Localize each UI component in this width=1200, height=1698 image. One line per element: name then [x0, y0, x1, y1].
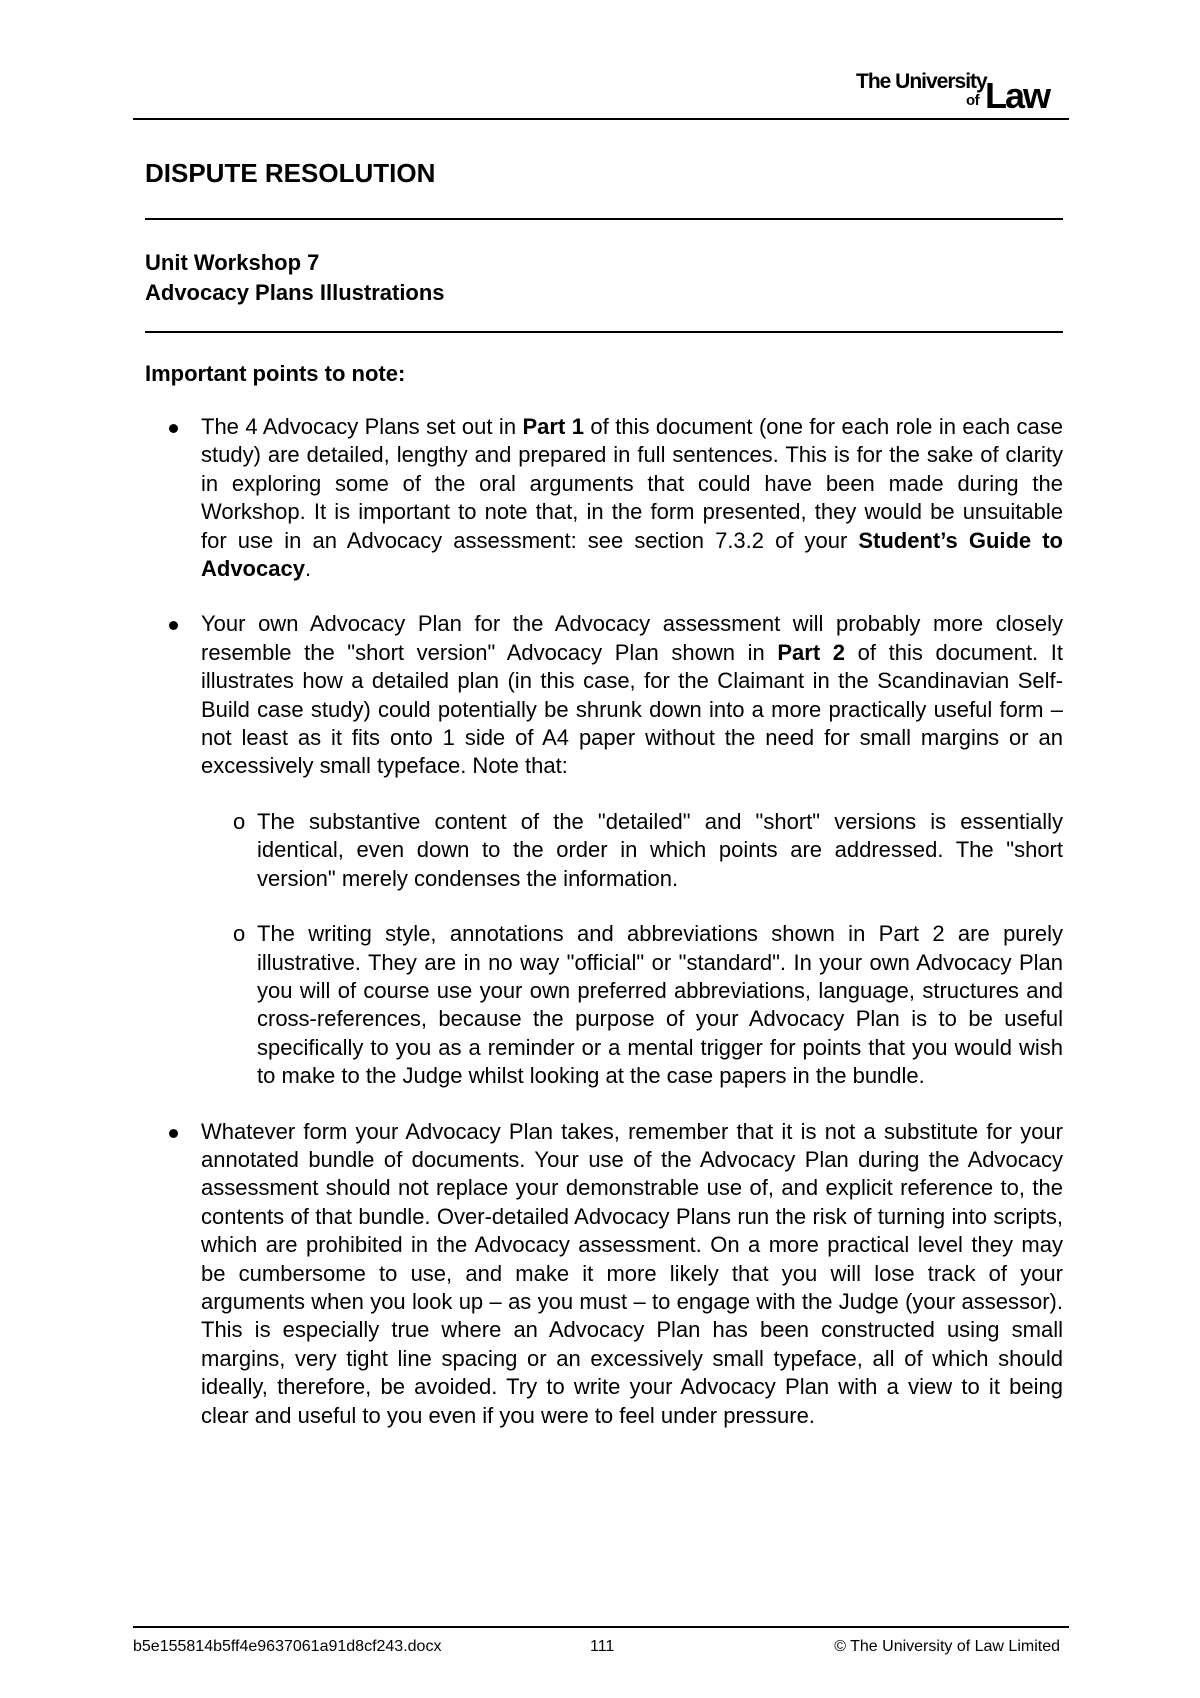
- logo-line-3: Law: [985, 75, 1050, 116]
- points-heading: Important points to note:: [145, 361, 406, 386]
- list-item: [145, 1118, 1063, 1430]
- bullet-text: of this document. It illustrates how a detailed plan (in this case, for the Claimant in the Scandinavian Self-Build case study) could potentially be shrunk down into a more practically useful form – not least as it fits onto 1 side of A4 paper without the need for small margins or an excessively small typeface. Note that:: [201, 639, 1064, 779]
- document-title: DISPUTE RESOLUTION: [145, 158, 436, 188]
- bullet-text: The 4 Advocacy Plans set out in: [201, 414, 523, 439]
- sub-bullet-marker: o: [233, 808, 246, 834]
- bullet-icon: [169, 424, 178, 433]
- bullet-text: Your own Advocacy Plan for the Advocacy assessment will probably more closely resemble the "short version" Advocacy Plan shown in: [201, 611, 1063, 665]
- footer-filename: b5e155814b5ff4e9637061a91d8cf243.docx: [133, 1638, 442, 1655]
- unit-heading: [145, 248, 445, 308]
- logo-line-2: of: [966, 92, 980, 109]
- footer-divider: [133, 1626, 1069, 1628]
- bullet-bold: Part 1: [522, 414, 584, 439]
- university-of-law-logo: [856, 68, 1061, 116]
- sub-bullet-marker: o: [233, 921, 246, 947]
- bullet-text: of this document (one for each role in each case study) are detailed, lengthy and prepared in full sentences. This is for the sake of clarity in exploring some of the oral arguments that could have been made during the Workshop. It is important to note that, in the form presented, they would be unsuitable for use in an Advocacy assessment: see section 7.3.2 of your: [201, 414, 1064, 553]
- footer-page-number: 111: [590, 1638, 615, 1655]
- footer-copyright: © The University of Law Limited: [834, 1638, 1060, 1655]
- bullet-bold: Student’s Guide to Advocacy: [201, 527, 1063, 582]
- unit-label: Unit Workshop 7: [145, 250, 320, 275]
- unit-subtitle: Advocacy Plans Illustrations: [145, 280, 445, 305]
- sub-list-item: [145, 920, 1063, 1090]
- points-list: [145, 413, 1063, 1457]
- bullet-icon: [169, 1129, 178, 1138]
- unit-divider: [145, 331, 1063, 333]
- logo-line-1: The University: [856, 70, 987, 93]
- bullet-text: .: [304, 556, 312, 582]
- title-divider: [145, 218, 1063, 220]
- header-divider: [133, 118, 1069, 120]
- bullet-text: Whatever form your Advocacy Plan takes, remember that it is not a substitute for your annotated bundle of documents. Your use of the Advocacy Plan during the Advocacy assessment should not replace your demonstrable use of, and explicit reference to, the contents of that bundle. Over-detailed Advocacy Plans run the risk of turning into scripts, which are prohibited in the Advocacy assessment. On a more practical level they may be cumbersome to use, and make it more likely that you will lose track of your arguments when you look up – as you must – to engage with the Judge (your assessor). This is especially true where an Advocacy Plan has been constructed using small margins, very tight line spacing or an excessively small typeface, all of which should ideally, therefore, be avoided. Try to write your Advocacy Plan with a view to it being clear and useful to you even if you were to feel under pressure.: [201, 1118, 1063, 1428]
- bullet-bold: Part 2: [777, 639, 846, 665]
- sub-bullet-text: The substantive content of the "detailed" and "short" versions is essentially identical, even down to the order in which points are addressed. The "short version" merely condenses the information.: [257, 808, 1063, 891]
- sub-bullet-text: The writing style, annotations and abbreviations shown in Part 2 are purely illustrative. They are in no way "official" or "standard". In your own Advocacy Plan you will of course use your own preferred abbreviations, language, structures and cross-references, because the purpose of your Advocacy Plan is to be useful specifically to you as a reminder or a mental trigger for points that you would wish to make to the Judge whilst looking at the case papers in the bundle.: [257, 921, 1063, 1089]
- bullet-icon: [169, 621, 178, 630]
- list-item: [145, 413, 1063, 583]
- list-item: [145, 610, 1063, 780]
- sub-list-item: [145, 808, 1063, 893]
